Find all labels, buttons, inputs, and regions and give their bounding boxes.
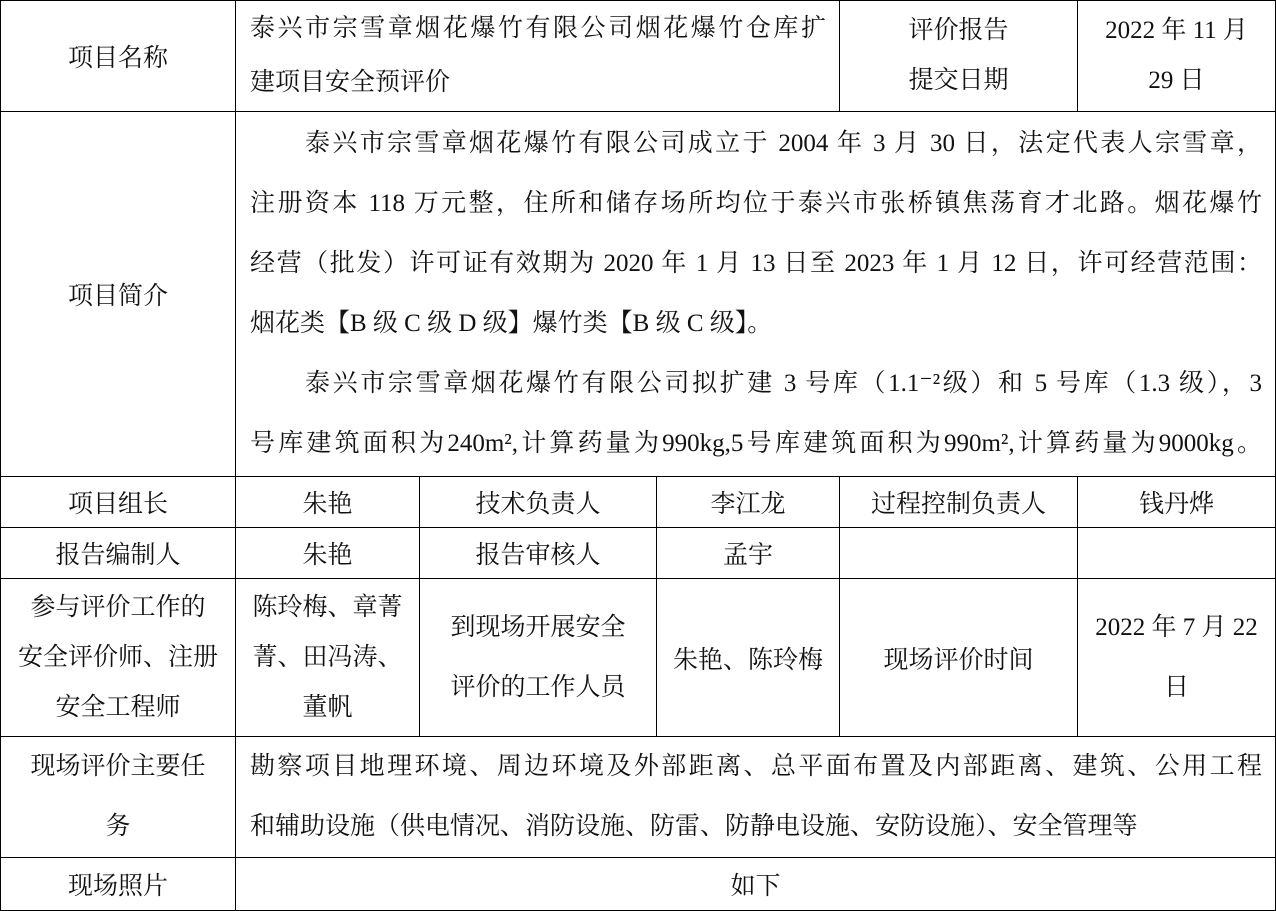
project-leader-label-text: 项目组长	[67, 491, 168, 518]
empty-cell	[840, 528, 1078, 579]
evaluators-names	[236, 579, 420, 737]
onsite-time-line-2: 日	[1163, 673, 1189, 701]
project-name-line-1: 泰兴市宗雪章烟花爆竹有限公司烟花爆竹仓库扩	[250, 15, 826, 42]
onsite-time-value	[1078, 579, 1276, 737]
onsite-tasks-line-2: 和辅助设施（供电情况、消防设施、防雷、防静电设施、安防设施）、安全管理等	[250, 813, 1138, 840]
project-intro-label-text: 项目简介	[67, 283, 168, 310]
onsite-tasks-label	[0, 737, 236, 858]
evaluators-label-line-3: 安全工程师	[55, 693, 181, 721]
site-photos-label-text: 现场照片	[67, 873, 168, 900]
intro-paragraph-2-line-2: 号库建筑面积为240m²,计算药量为990kg,5号库建筑面积为990m²,计算药量为9000kg。	[250, 430, 1262, 457]
empty-cell	[1078, 528, 1276, 579]
process-control-label	[840, 477, 1078, 528]
intro-paragraph-1-line-4: 烟花类【B 级 C 级 D 级】爆竹类【B 级 C 级】。	[250, 310, 773, 337]
tech-lead-value	[657, 477, 840, 528]
onsite-staff-label-line-2: 评价的工作人员	[450, 673, 626, 701]
onsite-tasks-line-1: 勘察项目地理环境、周边环境及外部距离、总平面布置及内部距离、建筑、公用工程	[250, 753, 1262, 780]
onsite-staff-value	[657, 579, 840, 737]
evaluators-label	[0, 579, 236, 737]
process-control-label-text: 过程控制负责人	[870, 491, 1046, 518]
onsite-tasks-label-line-2: 务	[105, 813, 131, 840]
project-leader-label	[0, 477, 236, 528]
submission-date-label	[840, 0, 1078, 112]
onsite-time-label	[840, 579, 1078, 737]
submission-date-value	[1078, 0, 1276, 112]
project-name-label	[0, 0, 236, 112]
intro-paragraph-1-line-1: 泰兴市宗雪章烟花爆竹有限公司成立于 2004 年 3 月 30 日，法定代表人宗雪章，	[305, 130, 1262, 157]
onsite-tasks-label-line-1: 现场评价主要任	[30, 753, 206, 780]
project-intro-text	[236, 112, 1276, 477]
intro-paragraph-1-line-2: 注册资本 118 万元整，住所和储存场所均位于泰兴市张桥镇焦荡育才北路。烟花爆竹	[250, 190, 1262, 217]
report-reviewer-value	[657, 528, 840, 579]
onsite-staff-names: 朱艳、陈玲梅	[672, 646, 823, 674]
site-photos-value-text: 如下	[730, 873, 781, 900]
site-photos-value	[236, 858, 1276, 911]
intro-paragraph-1-line-3: 经营（批发）许可证有效期为 2020 年 1 月 13 日至 2023 年 1 月 12 日，许可经营范围：	[250, 250, 1262, 277]
evaluators-label-line-1: 参与评价工作的	[30, 593, 206, 621]
project-intro-label	[0, 112, 236, 477]
process-control-value	[1078, 477, 1276, 528]
report-reviewer-label	[420, 528, 657, 579]
report-reviewer-name: 孟宇	[722, 542, 773, 569]
report-author-label-text: 报告编制人	[55, 542, 181, 569]
intro-paragraph-2-line-1: 泰兴市宗雪章烟花爆竹有限公司拟扩建 3 号库（1.1⁻²级）和 5 号库（1.3 级），3	[305, 370, 1262, 397]
project-leader-name: 朱艳	[302, 491, 353, 518]
evaluators-label-line-2: 安全评价师、注册	[17, 643, 218, 671]
onsite-staff-label-line-1: 到现场开展安全	[450, 613, 626, 641]
submission-label-line-2: 提交日期	[908, 67, 1009, 94]
report-author-name: 朱艳	[302, 542, 353, 569]
submission-label-line-1: 评价报告	[908, 17, 1009, 44]
process-control-name: 钱丹烨	[1138, 491, 1214, 518]
submission-date-line-1: 2022 年 11 月	[1105, 17, 1248, 44]
submission-date-line-2: 29 日	[1148, 67, 1205, 94]
onsite-time-line-1: 2022 年 7 月 22	[1095, 613, 1258, 641]
report-author-label	[0, 528, 236, 579]
evaluators-names-line-3: 董帆	[302, 693, 353, 721]
report-reviewer-label-text: 报告审核人	[475, 542, 601, 569]
evaluators-names-line-2: 菁、田冯涛、	[252, 643, 403, 671]
project-name-line-2: 建项目安全预评价	[250, 69, 451, 96]
project-name-label-text: 项目名称	[67, 45, 168, 72]
tech-lead-label-text: 技术负责人	[475, 491, 601, 518]
report-author-value	[236, 528, 420, 579]
project-name-value	[236, 0, 840, 112]
onsite-tasks-text	[236, 737, 1276, 858]
site-photos-label	[0, 858, 236, 911]
onsite-time-label-text: 现场评价时间	[883, 646, 1034, 674]
evaluators-names-line-1: 陈玲梅、章菁	[252, 593, 403, 621]
project-leader-value	[236, 477, 420, 528]
tech-lead-label	[420, 477, 657, 528]
tech-lead-name: 李江龙	[710, 491, 786, 518]
onsite-staff-label	[420, 579, 657, 737]
